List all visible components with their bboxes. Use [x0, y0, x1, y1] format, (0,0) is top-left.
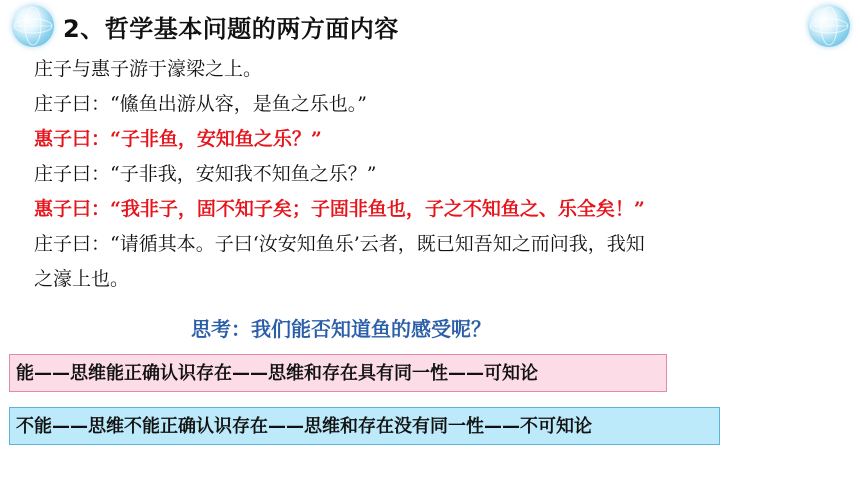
answer-cannot-box: 不能——思维不能正确认识存在——思维和存在没有同一性——不可知论 — [9, 407, 720, 445]
dialogue-line: 之濠上也。 — [34, 268, 130, 290]
page-title: 2、哲学基本问题的两方面内容 — [63, 15, 399, 43]
dialogue-text — [34, 52, 834, 297]
globe-icon — [12, 5, 54, 47]
dialogue-line-highlight: 惠子曰：“我非子，固不知子矣；子固非鱼也，子之不知鱼之、乐全矣！” — [34, 198, 645, 220]
thinking-question: 思考：我们能否知道鱼的感受呢？ — [191, 317, 491, 341]
dialogue-line: 庄子曰：“鯈鱼出游从容，是鱼之乐也。” — [34, 93, 367, 115]
dialogue-line: 庄子与惠子游于濠梁之上。 — [34, 58, 263, 80]
globe-icon — [808, 5, 850, 47]
dialogue-line: 庄子曰：“子非我，安知我不知鱼之乐？” — [34, 163, 377, 185]
dialogue-line: 庄子曰：“请循其本。子曰‘汝安知鱼乐’云者，既已知吾知之而问我，我知 — [34, 233, 645, 255]
answer-can-box: 能——思维能正确认识存在——思维和存在具有同一性——可知论 — [9, 354, 667, 392]
dialogue-line-highlight: 惠子曰：“子非鱼，安知鱼之乐？” — [34, 128, 322, 150]
